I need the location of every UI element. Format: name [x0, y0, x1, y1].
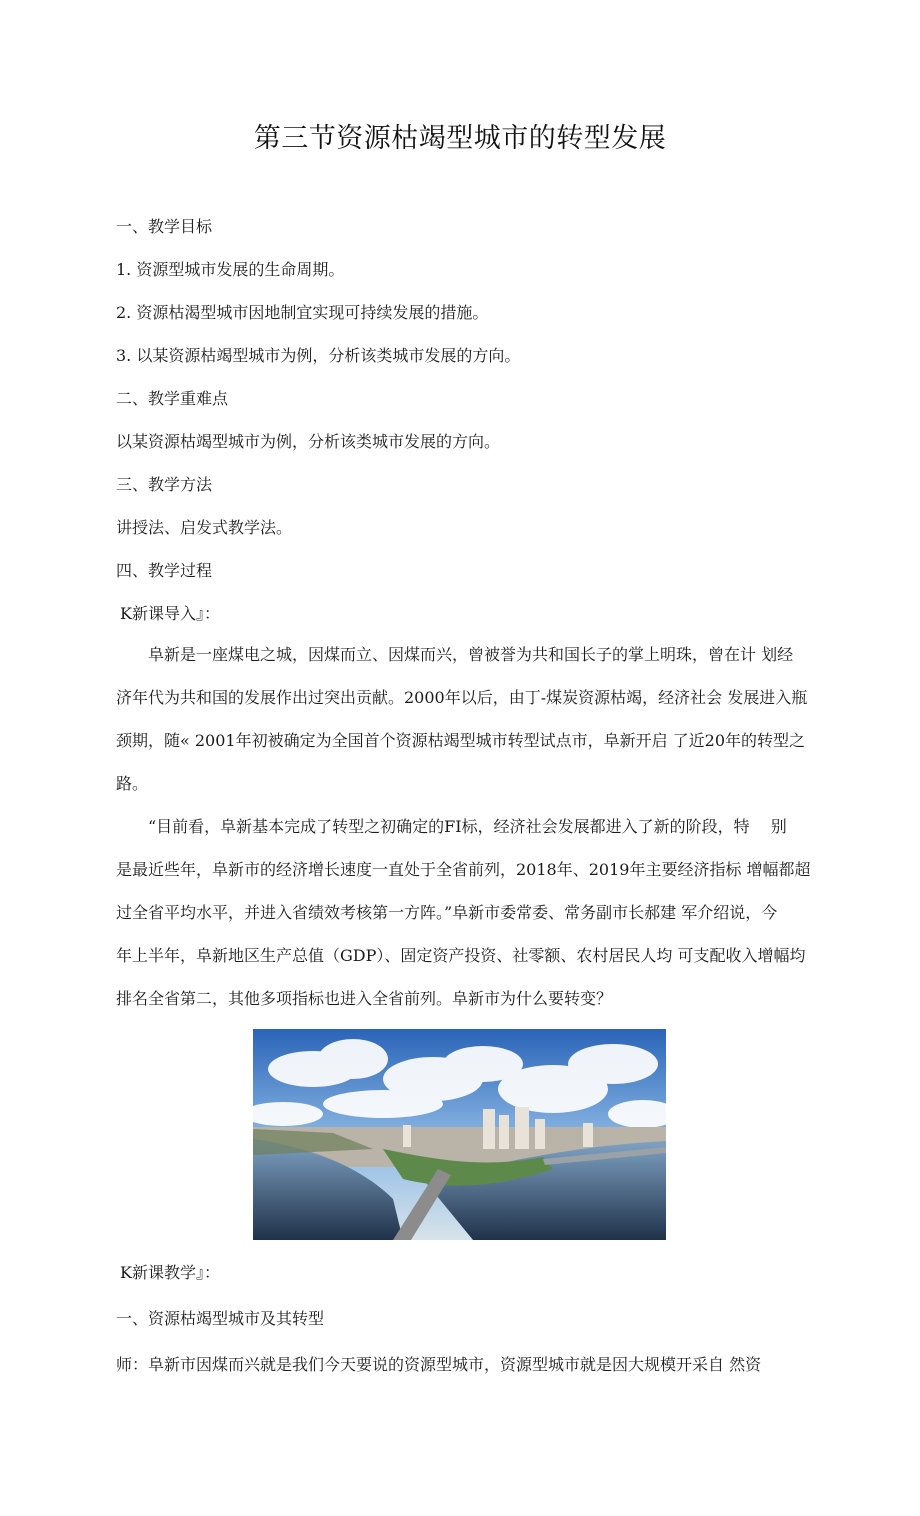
key-points-text: 以某资源枯竭型城市为例，分析该类城市发展的方向。	[116, 432, 501, 451]
goal-item-1: 1. 资源型城市发展的生命周期。	[116, 260, 345, 279]
method-heading: 三、教学方法	[116, 475, 213, 494]
quote-line: 年上半年，阜新地区生产总值（GDP）、固定资产投资、社零额、农村居民人均 可支配收入增幅均	[116, 946, 806, 965]
intro-paragraph	[116, 633, 846, 805]
quote-line: 排名全省第二，其他多项指标也进入全省前列。阜新市为什么要转变？	[116, 989, 613, 1008]
intro-line: 路。	[116, 774, 149, 793]
teacher-line: 师：阜新市因煤而兴就是我们今天要说的资源型城市，资源型城市就是因大规模开采自 然资	[116, 1355, 762, 1374]
goals-heading: 一、教学目标	[116, 217, 213, 236]
subsection-heading: 一、资源枯竭型城市及其转型	[116, 1309, 325, 1328]
intro-line: 阜新是一座煤电之城，因煤而立、因煤而兴，曾被誉为共和国长子的掌上明珠，曾在计 划经	[148, 645, 794, 664]
city-aerial-photo-svg	[253, 1029, 666, 1240]
goal-item-3: 3. 以某资源枯竭型城市为例，分析该类城市发展的方向。	[116, 346, 521, 365]
teaching-heading: K新课教学』：	[120, 1263, 220, 1282]
quote-line: 是最近些年，阜新市的经济增长速度一直处于全省前列，2018年、2019年主要经济指标 增幅都超	[116, 860, 811, 879]
intro-line: 颈期，随« 2001年初被确定为全国首个资源枯竭型城市转型试点市，阜新开启 了近20年的转型之	[116, 731, 806, 750]
key-points-heading: 二、教学重难点	[116, 389, 229, 408]
goal-item-2: 2. 资源枯渴型城市因地制宜实现可持续发展的措施。	[116, 303, 489, 322]
method-text: 讲授法、启发式教学法。	[116, 518, 293, 537]
city-aerial-photo-icon	[253, 1029, 666, 1240]
quote-paragraph	[132, 805, 846, 848]
quote-line: “目前看，阜新基本完成了转型之初确定的FI标，经济社会发展都进入了新的阶段，特 别	[148, 817, 787, 836]
intro-line: 济年代为共和国的发展作出过突出贡献。2000年以后，由丁-煤炭资源枯竭，经济社会 发展进入瓶	[116, 688, 808, 707]
intro-heading: K新课导入』：	[120, 604, 220, 623]
quote-line: 过全省平均水平，并进入省绩效考核第一方阵。”阜新市委常委、常务副市长郝建 军介绍说，今	[116, 903, 778, 922]
process-heading: 四、教学过程	[116, 561, 213, 580]
page-title: 第三节资源枯竭型城市的转型发展	[253, 123, 667, 154]
quote-paragraph-cont	[116, 848, 846, 1020]
